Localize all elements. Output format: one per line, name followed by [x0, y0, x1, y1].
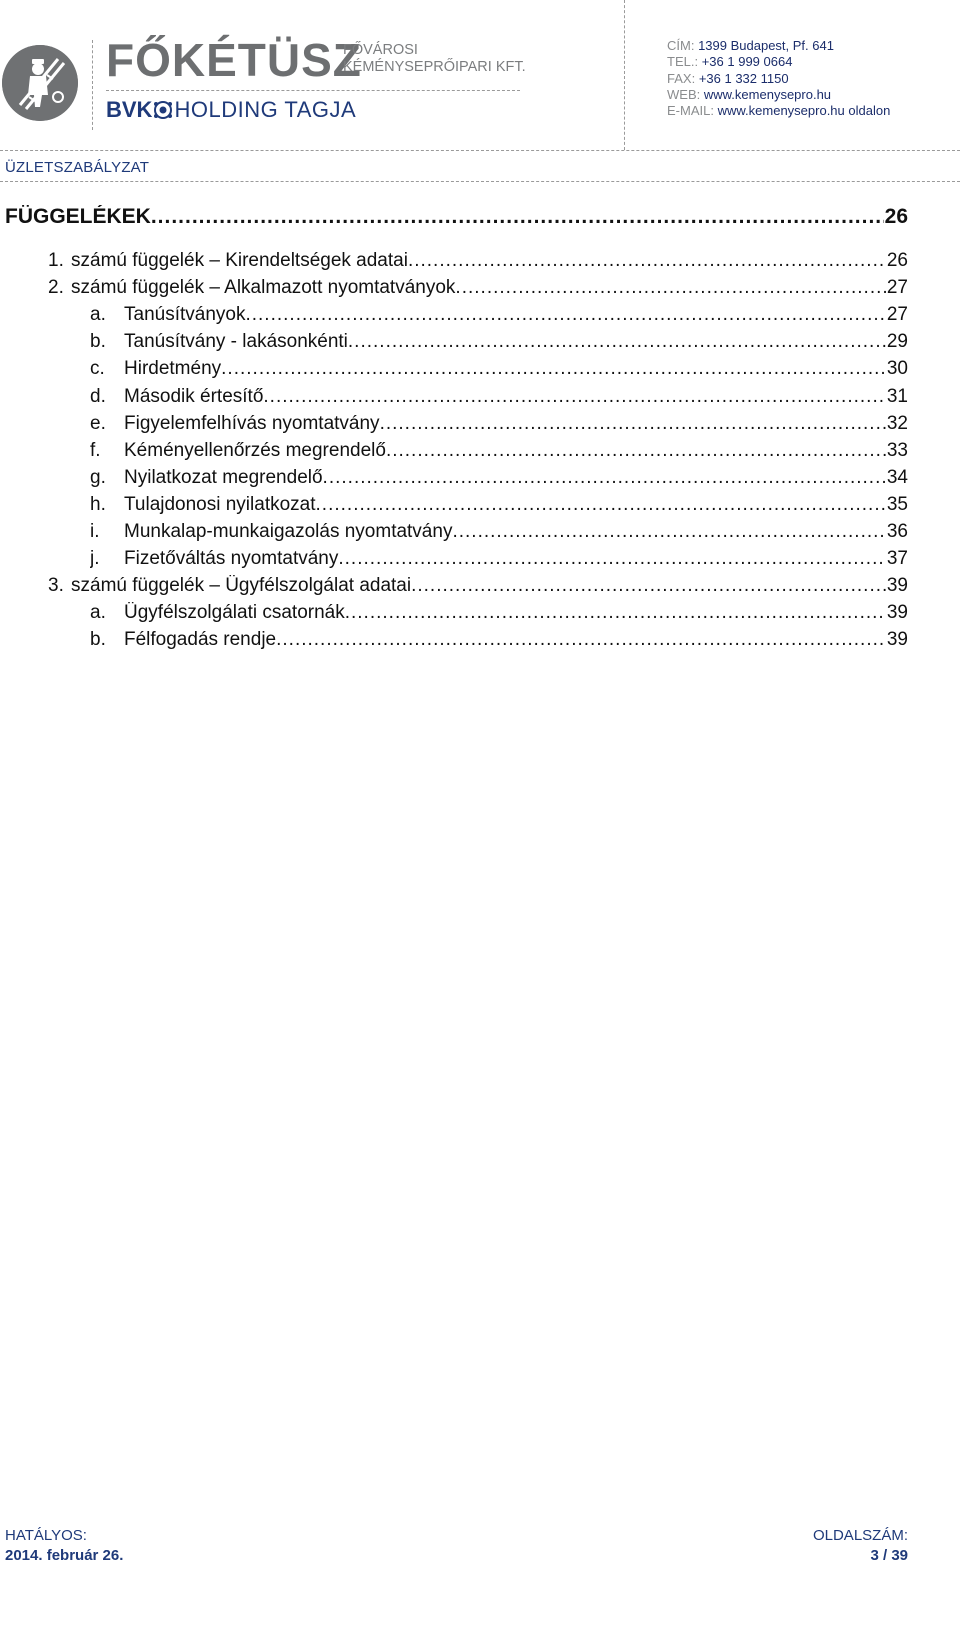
holding-rest: HOLDING TAGJA: [174, 97, 357, 122]
toc-leader: [323, 467, 886, 489]
header-bottom-rule: [0, 150, 960, 151]
contact-email-value[interactable]: www.kemenysepro.hu oldalon: [717, 103, 891, 119]
contact-fax: [667, 71, 890, 87]
contact-web: [667, 87, 890, 103]
toc-entry-page: 39: [886, 602, 908, 624]
toc-entry-page: 30: [886, 358, 908, 380]
toc-entry-title: Tulajdonosi nyilatkozat: [124, 493, 316, 515]
contact-phone-label: TEL.:: [667, 54, 699, 70]
brand-subtitle-line2: KÉMÉNYSEPRŐIPARI KFT.: [343, 59, 526, 75]
toc-entry[interactable]: [90, 413, 908, 435]
contact-phone: [667, 54, 890, 70]
chimney-sweep-logo-icon: [2, 45, 78, 121]
toc-entry-title: számú függelék – Kirendeltségek adatai: [71, 250, 408, 271]
valid-from-value: 2014. február 26.: [5, 1547, 124, 1564]
contact-fax-value: +36 1 332 1150: [698, 70, 789, 86]
toc-entry[interactable]: [90, 602, 908, 624]
crest-icon: [152, 100, 174, 120]
toc-entry[interactable]: [48, 250, 908, 272]
toc-heading-title: FÜGGELÉKEK: [5, 205, 151, 228]
toc-entry-page: 31: [886, 385, 908, 407]
toc-entry[interactable]: [90, 494, 908, 516]
toc-entry-page: 39: [886, 575, 908, 597]
toc-entry-title: számú függelék – Alkalmazott nyomtatványok: [71, 277, 456, 299]
contact-email: [667, 103, 890, 119]
section-title-rule: [0, 181, 960, 182]
toc-entry[interactable]: [48, 277, 908, 299]
toc-entry-number: d.: [90, 385, 106, 407]
contact-web-value[interactable]: www.kemenysepro.hu: [703, 86, 832, 102]
toc-entry-title: Hirdetmény: [124, 358, 222, 380]
toc-leader: [245, 304, 885, 326]
brand-subtitle: [343, 42, 526, 76]
toc-leader: [316, 494, 886, 516]
toc-entry-number: f.: [90, 439, 101, 461]
toc-entry-title: Második értesítő: [124, 385, 264, 407]
toc-entry-page: 39: [886, 629, 908, 651]
valid-from-label: HATÁLYOS:: [5, 1527, 87, 1544]
toc-entry-title: Félfogadás rendje: [124, 629, 277, 651]
toc-entry-number: c.: [90, 358, 105, 380]
toc-entry[interactable]: [90, 548, 908, 570]
toc-entry-page: 27: [886, 277, 908, 299]
toc-entry-page: 37: [886, 548, 908, 570]
contact-web-label: WEB:: [667, 86, 701, 102]
toc-entry-number: g.: [90, 466, 106, 488]
toc-entry-number: b.: [90, 331, 106, 353]
toc-entry-title: számú függelék – Ügyfélszolgálat adatai: [71, 575, 412, 597]
toc-entry-page: 33: [886, 439, 908, 461]
page-number-label: OLDALSZÁM:: [812, 1527, 908, 1544]
toc-leader: [386, 440, 886, 462]
contact-email-label: E-MAIL:: [667, 103, 714, 119]
toc-entry-number: e.: [90, 412, 106, 434]
contact-address: [667, 38, 890, 54]
toc-entry-number: j.: [90, 548, 100, 570]
toc-leader: [338, 548, 885, 570]
page-number-value: 3 / 39: [870, 1547, 908, 1564]
toc-entry-number: a.: [90, 602, 106, 624]
toc-leader: [345, 602, 886, 624]
header-divider: [92, 40, 93, 130]
toc-entry-page: 29: [886, 331, 908, 353]
toc-leader: [452, 521, 885, 543]
toc-entry-title: Tanúsítvány - lakásonkénti: [124, 331, 348, 353]
toc-leader: [411, 575, 886, 597]
holding-bold: BVK: [106, 97, 153, 122]
toc-entry-page: 27: [886, 304, 908, 326]
contact-block: [667, 38, 890, 119]
toc-leader: [221, 358, 886, 380]
toc-entry-title: Ügyfélszolgálati csatornák: [124, 602, 345, 624]
toc-entry[interactable]: [90, 467, 908, 489]
toc-entry-page: 32: [886, 412, 908, 434]
toc-entry[interactable]: [90, 358, 908, 380]
brand-subtitle-line1: FŐVÁROSI: [343, 42, 418, 58]
toc-entry-number: i.: [90, 521, 100, 542]
contact-phone-value: +36 1 999 0664: [701, 54, 793, 70]
section-title: ÜZLETSZABÁLYZAT: [5, 159, 150, 176]
toc-leader: [408, 250, 886, 272]
toc-entry[interactable]: [90, 521, 908, 543]
toc-entry-page: 36: [886, 521, 908, 542]
contact-fax-label: FAX:: [667, 70, 696, 86]
toc-leader: [380, 413, 886, 435]
toc-entry-number: 2.: [48, 277, 64, 299]
toc-leader: [348, 331, 886, 353]
toc-entry-page: 34: [886, 466, 908, 488]
toc-entry-number: 1.: [48, 250, 64, 271]
toc-leader: [151, 205, 884, 229]
toc-entry-page: 26: [886, 250, 908, 271]
brand-divider: [106, 90, 520, 91]
toc-leader: [455, 277, 885, 299]
toc-entry[interactable]: [90, 386, 908, 408]
toc-entry-number: 3.: [48, 575, 64, 597]
toc-leader: [263, 386, 885, 408]
toc-entry[interactable]: [90, 629, 908, 651]
toc-entry[interactable]: [90, 331, 908, 353]
toc-entry[interactable]: [48, 575, 908, 597]
toc-entry-page: 35: [886, 493, 908, 515]
toc-entry[interactable]: [90, 440, 908, 462]
brand-name: FŐKÉTÜSZ: [106, 34, 362, 86]
toc-heading-page: 26: [884, 205, 908, 228]
toc-leader: [276, 629, 886, 651]
page-header: [0, 0, 960, 176]
holding-tagline: [106, 97, 356, 123]
toc-entry-number: a.: [90, 304, 106, 326]
toc-entry[interactable]: [90, 304, 908, 326]
contact-address-value: 1399 Budapest, Pf. 641: [698, 38, 834, 53]
toc-entry-title: Fizetőváltás nyomtatvány: [124, 548, 339, 570]
header-divider-right: [624, 0, 625, 150]
toc-entry-number: h.: [90, 493, 106, 515]
toc-entry-title: Figyelemfelhívás nyomtatvány: [124, 412, 380, 434]
toc-entry-title: Tanúsítványok: [124, 304, 246, 326]
contact-address-label: CÍM:: [667, 38, 695, 53]
toc-entry-title: Munkalap-munkaigazolás nyomtatvány: [124, 521, 453, 542]
toc-entry-title: Nyilatkozat megrendelő: [124, 466, 323, 488]
toc-heading[interactable]: [5, 205, 908, 229]
toc-entry-title: Kéményellenőrzés megrendelő: [124, 439, 386, 461]
toc-entry-number: b.: [90, 629, 106, 651]
